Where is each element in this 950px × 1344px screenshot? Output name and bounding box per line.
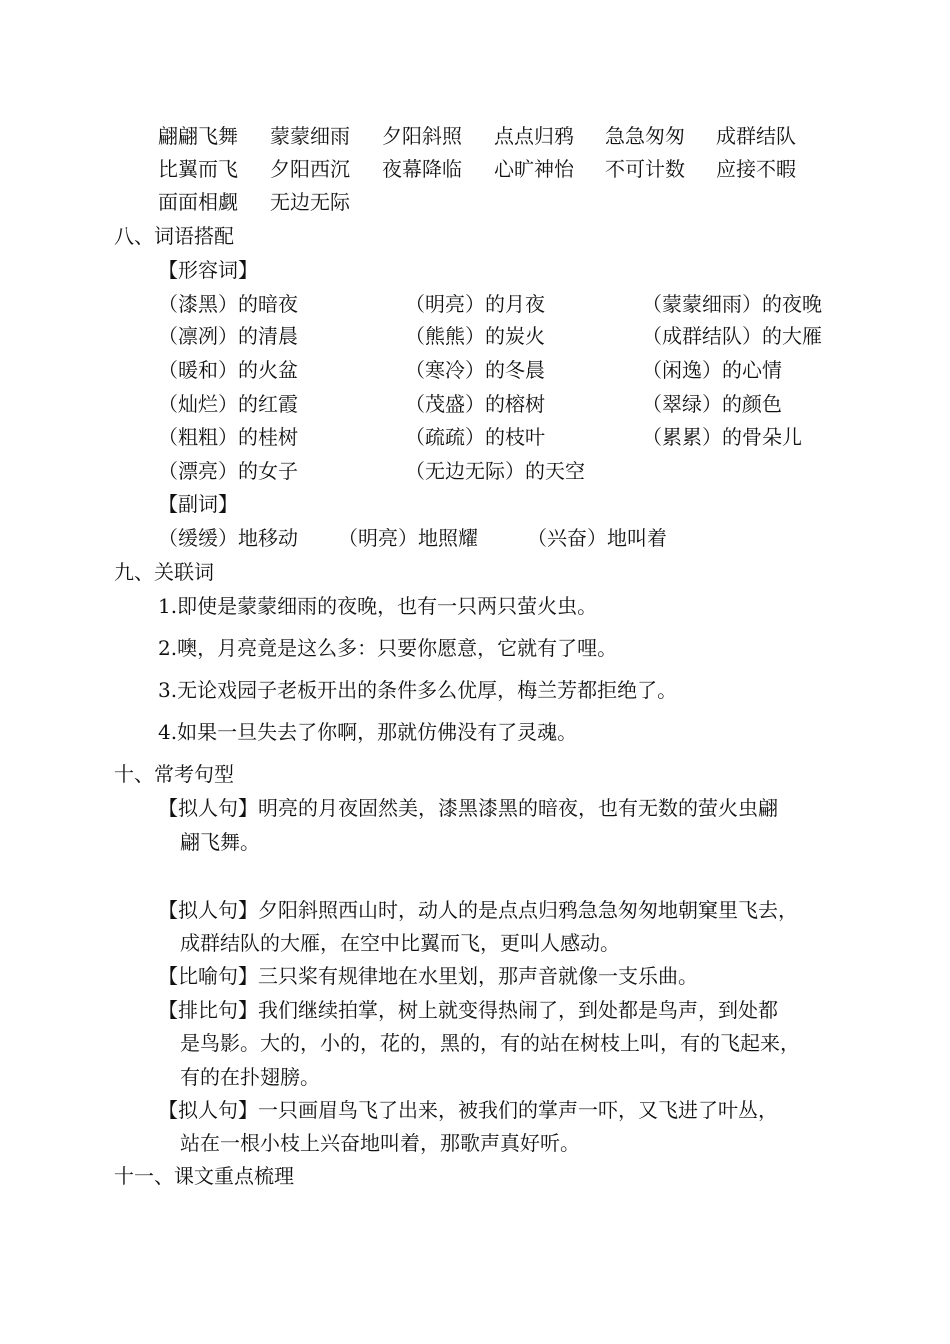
section-heading: 九、关联词 <box>114 560 214 584</box>
vocab-word: 心旷神怡 <box>494 157 574 181</box>
vocab-row <box>0 188 950 216</box>
collocation-row <box>0 356 950 384</box>
collocation: （闲逸）的心情 <box>642 358 782 382</box>
collocation: （蒙蒙细雨）的夜晚 <box>642 292 822 316</box>
collocation: （漂亮）的女子 <box>158 459 298 483</box>
subsection-label: 【形容词】 <box>158 258 258 282</box>
vocab-word: 急急匆匆 <box>605 124 685 148</box>
collocation-row <box>0 423 950 451</box>
sentence-line: 【排比句】我们继续拍掌，树上就变得热闹了，到处都是鸟声，到处都 <box>158 998 778 1022</box>
collocation: （疏疏）的枝叶 <box>405 425 545 449</box>
collocation: （明亮）地照耀 <box>338 526 478 550</box>
collocation: （缓缓）地移动 <box>158 526 298 550</box>
vocab-word: 应接不暇 <box>716 157 796 181</box>
sentence-line: 【拟人句】明亮的月夜固然美，漆黑漆黑的暗夜，也有无数的萤火虫翩 <box>158 796 778 820</box>
list-item: 4.如果一旦失去了你啊，那就仿佛没有了灵魂。 <box>158 720 578 744</box>
vocab-word: 成群结队 <box>716 124 796 148</box>
vocab-row <box>0 155 950 183</box>
collocation: （暖和）的火盆 <box>158 358 298 382</box>
collocation: （寒冷）的冬晨 <box>405 358 545 382</box>
collocation: （漆黑）的暗夜 <box>158 292 298 316</box>
collocation: （熊熊）的炭火 <box>405 324 545 348</box>
sentence-line: 翩飞舞。 <box>180 830 260 854</box>
collocation: （明亮）的月夜 <box>405 292 545 316</box>
collocation: （粗粗）的桂树 <box>158 425 298 449</box>
vocab-word: 夕阳斜照 <box>382 124 462 148</box>
sentence-line: 是鸟影。大的，小的，花的，黑的，有的站在树枝上叫，有的飞起来， <box>180 1031 800 1055</box>
vocab-word: 蒙蒙细雨 <box>270 124 350 148</box>
collocation-row <box>0 524 950 552</box>
collocation-row <box>0 457 950 485</box>
collocation: （兴奋）地叫着 <box>527 526 667 550</box>
subsection-label: 【副词】 <box>158 492 238 516</box>
vocab-row <box>0 122 950 150</box>
list-item: 2.噢，月亮竟是这么多：只要你愿意，它就有了哩。 <box>158 636 618 660</box>
collocation: （茂盛）的榕树 <box>405 392 545 416</box>
sentence-line: 有的在扑翅膀。 <box>180 1065 320 1089</box>
sentence-line: 成群结队的大雁，在空中比翼而飞，更叫人感动。 <box>180 931 620 955</box>
section-heading: 八、词语搭配 <box>114 224 234 248</box>
vocab-word: 翩翩飞舞 <box>158 124 238 148</box>
vocab-word: 夜幕降临 <box>382 157 462 181</box>
collocation: （凛冽）的清晨 <box>158 324 298 348</box>
vocab-word: 夕阳西沉 <box>270 157 350 181</box>
collocation-row <box>0 322 950 350</box>
section-heading: 十一、课文重点梳理 <box>114 1164 294 1188</box>
sentence-line: 【拟人句】一只画眉鸟飞了出来，被我们的掌声一吓，又飞进了叶丛， <box>158 1098 778 1122</box>
vocab-word: 不可计数 <box>605 157 685 181</box>
collocation: （灿烂）的红霞 <box>158 392 298 416</box>
sentence-line: 【拟人句】夕阳斜照西山时，动人的是点点归鸦急急匆匆地朝窠里飞去， <box>158 898 798 922</box>
collocation: （成群结队）的大雁 <box>642 324 822 348</box>
collocation: （翠绿）的颜色 <box>642 392 782 416</box>
vocab-word: 点点归鸦 <box>494 124 574 148</box>
vocab-word: 无边无际 <box>270 190 350 214</box>
list-item: 1.即使是蒙蒙细雨的夜晚，也有一只两只萤火虫。 <box>158 594 598 618</box>
section-heading: 十、常考句型 <box>114 762 234 786</box>
vocab-word: 比翼而飞 <box>158 157 238 181</box>
collocation: （累累）的骨朵儿 <box>642 425 802 449</box>
collocation-row <box>0 390 950 418</box>
list-item: 3.无论戏园子老板开出的条件多么优厚，梅兰芳都拒绝了。 <box>158 678 678 702</box>
sentence-line: 【比喻句】三只桨有规律地在水里划，那声音就像一支乐曲。 <box>158 964 698 988</box>
vocab-word: 面面相觑 <box>158 190 238 214</box>
collocation-row <box>0 290 950 318</box>
sentence-line: 站在一根小枝上兴奋地叫着，那歌声真好听。 <box>180 1131 580 1155</box>
collocation: （无边无际）的天空 <box>405 459 585 483</box>
